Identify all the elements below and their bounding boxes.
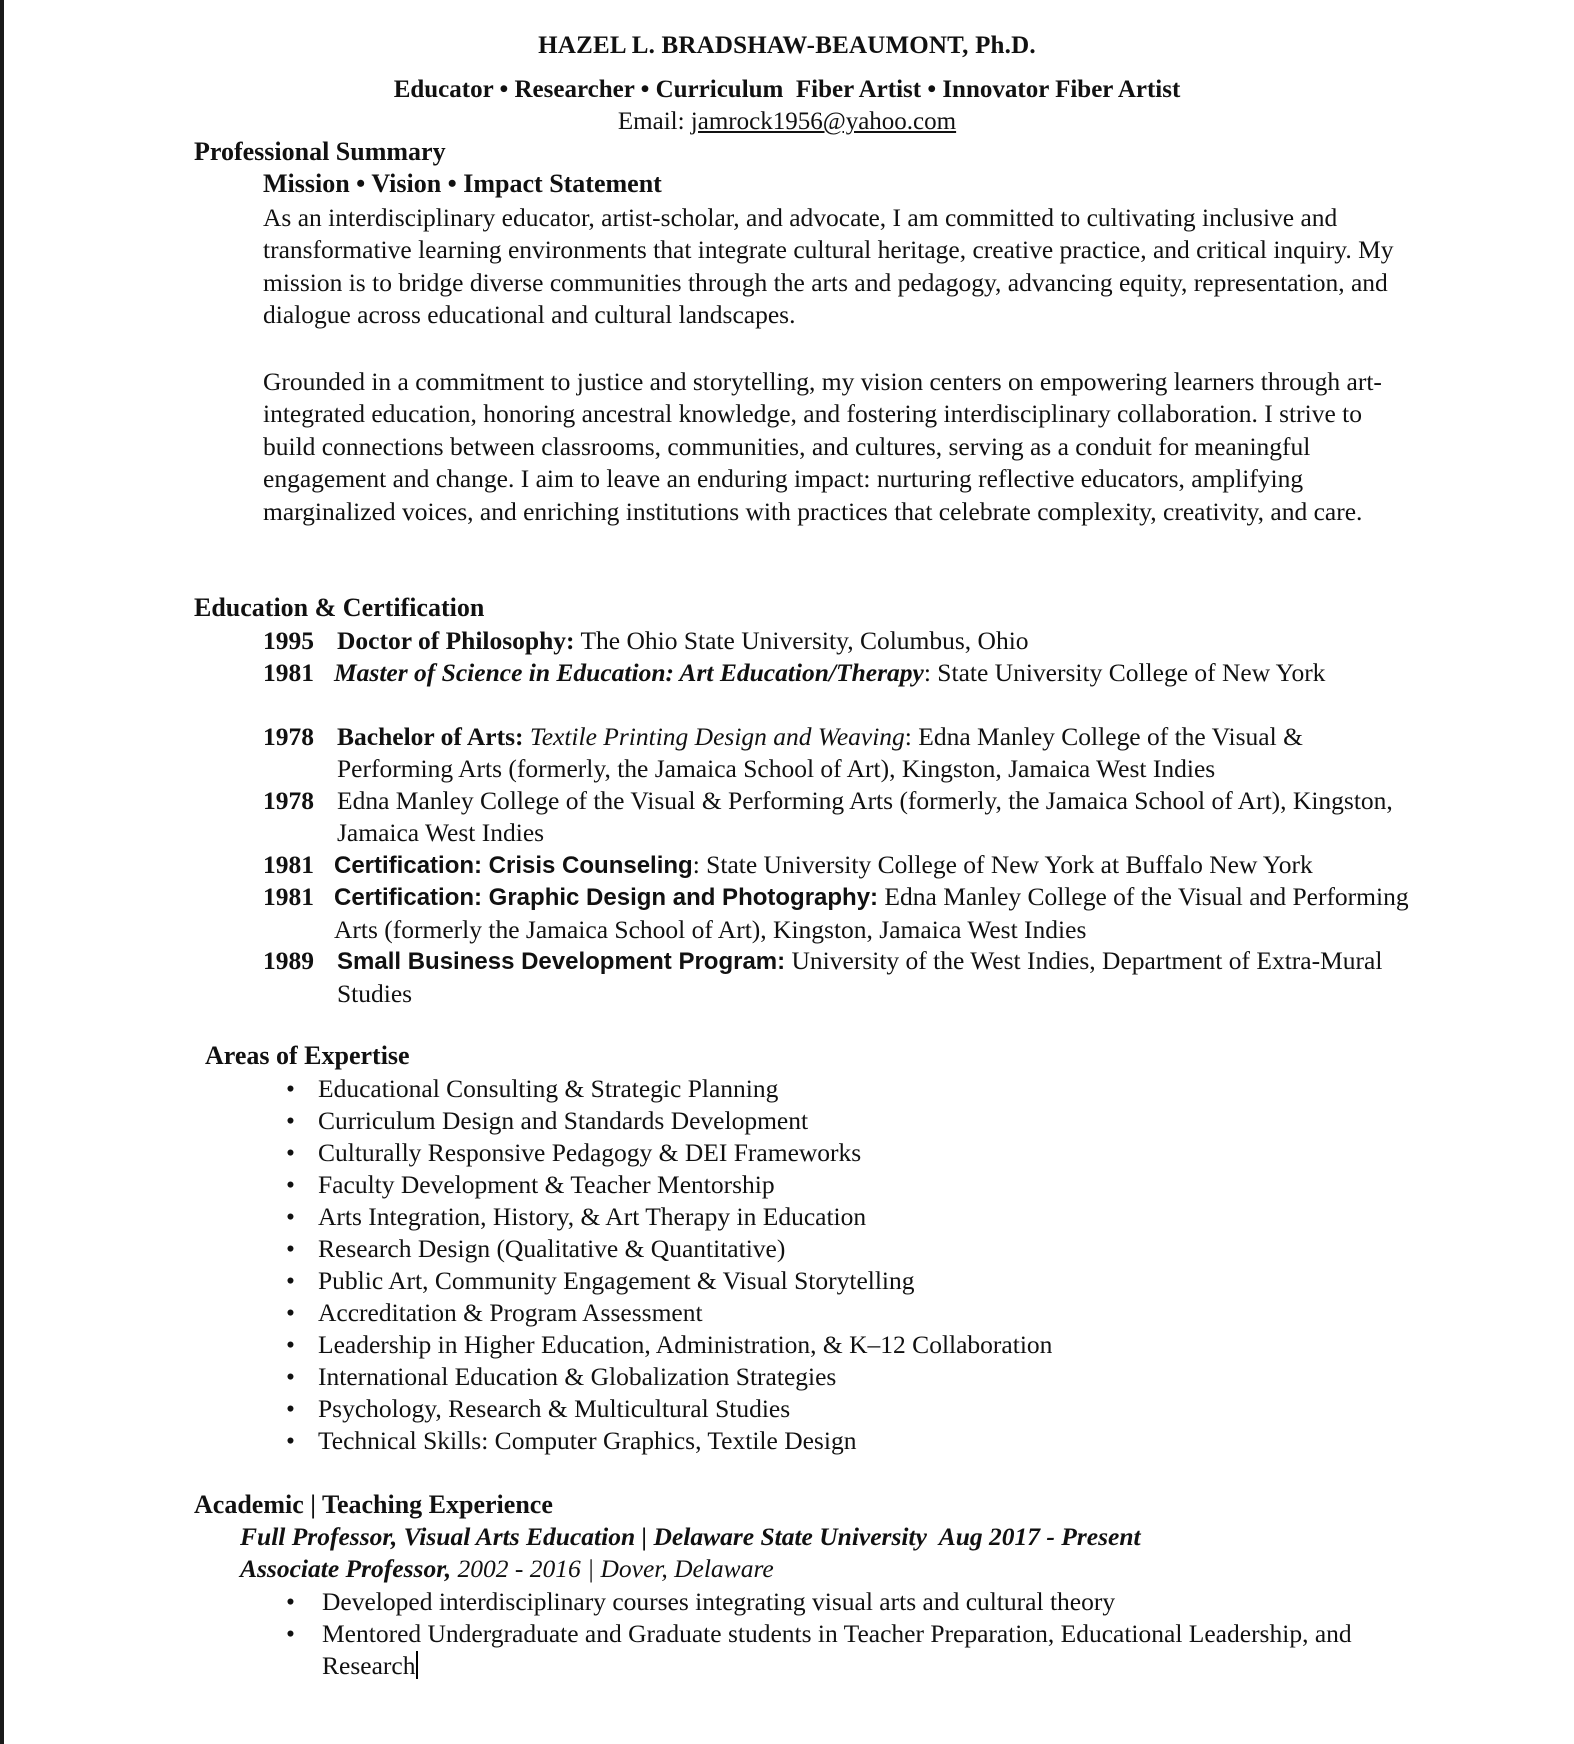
list-item: • Arts Integration, History, & Art Therapy in Education [282, 1201, 1052, 1233]
education-item [263, 625, 1423, 657]
education-item [263, 657, 1423, 689]
role-tagline: Educator • Researcher • Curriculum Fiber Artist • Innovator Fiber Artist [393, 76, 1181, 103]
section-title-summary: Professional Summary [194, 137, 446, 166]
education-degree: Certification: Graphic Design and Photography: [334, 884, 879, 911]
education-year: 1978 [263, 722, 314, 751]
email-line [0, 108, 1574, 136]
list-item: • International Education & Globalization Strategies [282, 1361, 1052, 1393]
education-year: 1981 [263, 882, 314, 911]
list-item: • Accreditation & Program Assessment [282, 1297, 1052, 1329]
education-detail: : Edna Manley College of the Visual & Performing Arts (formerly, the Jamaica School of Art), Kingston, Jamaica West Indies [337, 722, 1303, 783]
education-degree: Bachelor of Arts: [337, 722, 524, 751]
education-detail: University of the West Indies, Department of Extra-Mural Studies [337, 946, 1383, 1008]
education-detail: : State University College of New York at Buffalo New York [692, 850, 1313, 879]
education-detail: Edna Manley College of the Visual & Performing Arts (formerly, the Jamaica School of Art), Kingston, Jamaica West Indies [337, 786, 1393, 847]
education-item [263, 785, 1423, 849]
list-item: • Curriculum Design and Standards Development [282, 1105, 1052, 1137]
list-item: • Culturally Responsive Pedagogy & DEI Frameworks [282, 1137, 1052, 1169]
education-degree: Certification: Crisis Counseling [334, 852, 693, 879]
education-detail: The Ohio State University, Columbus, Ohio [574, 626, 1029, 655]
email-link[interactable]: jamrock1956@yahoo.com [690, 108, 957, 135]
list-item: • Developed interdisciplinary courses integrating visual arts and cultural theory [282, 1586, 1442, 1618]
list-item: • Technical Skills: Computer Graphics, Textile Design [282, 1425, 1052, 1457]
experience-bullets [282, 1586, 1442, 1682]
education-year: 1981 [263, 658, 314, 687]
section-title-education: Education & Certification [194, 593, 485, 622]
job-title-associate-professor [240, 1554, 774, 1584]
list-item-text: Mentored Undergraduate and Graduate students in Teacher Preparation, Educational Leadership, and Research [322, 1619, 1352, 1680]
list-item: • Psychology, Research & Multicultural Studies [282, 1393, 1052, 1425]
education-year: 1981 [263, 850, 314, 879]
summary-paragraph-1: As an interdisciplinary educator, artist-scholar, and advocate, I am committed to cultivating inclusive and transformative learning environments that integrate cultural heritage, creative practice, and critical inquiry. My mission is to bridge diverse communities through the arts and pedagogy, advancing equity, representation, and dialogue across educational and cultural landscapes. [263, 203, 1394, 330]
summary-paragraph-2: Grounded in a commitment to justice and storytelling, my vision centers on empowering learners through art-integrated education, honoring ancestral knowledge, and fostering interdisciplinary collaboration. I strive to build connections between classrooms, communities, and cultures, serving as a conduit for meaningful engagement and change. I aim to leave an enduring impact: nurturing reflective educators, amplifying marginalized voices, and enriching institutions with practices that celebrate complexity, creativity, and care. [263, 367, 1382, 526]
education-degree: Master of Science in Education: Art Education/Therapy [334, 658, 924, 687]
job-title: Associate Professor, [240, 1554, 452, 1583]
education-year: 1989 [263, 946, 314, 975]
list-item: • Research Design (Qualitative & Quantitative) [282, 1233, 1052, 1265]
education-degree: Doctor of Philosophy: [337, 626, 575, 655]
section-title-expertise: Areas of Expertise [205, 1041, 410, 1070]
education-item [263, 945, 1423, 1010]
list-item: • Faculty Development & Teacher Mentorship [282, 1169, 1052, 1201]
expertise-list [282, 1073, 1052, 1457]
subsection-title-mission: Mission • Vision • Impact Statement [263, 169, 662, 198]
job-title-full-professor: Full Professor, Visual Arts Education | Delaware State University Aug 2017 - Present [240, 1522, 1141, 1551]
education-field: Textile Printing Design and Weaving [529, 722, 905, 751]
list-item: • Public Art, Community Engagement & Visual Storytelling [282, 1265, 1052, 1297]
job-dates-location: 2002 - 2016 | Dover, Delaware [451, 1554, 774, 1583]
education-item [263, 881, 1423, 946]
list-item: • Leadership in Higher Education, Administration, & K–12 Collaboration [282, 1329, 1052, 1361]
list-item: • Educational Consulting & Strategic Planning [282, 1073, 1052, 1105]
section-title-experience: Academic | Teaching Experience [194, 1490, 553, 1519]
education-year: 1978 [263, 786, 314, 815]
education-item [263, 849, 1423, 882]
text-cursor [416, 1651, 418, 1679]
education-degree: Small Business Development Program: [337, 948, 786, 975]
document-title: HAZEL L. BRADSHAW-BEAUMONT, Ph.D. [538, 32, 1036, 59]
email-label: Email: [617, 108, 691, 135]
education-year: 1995 [263, 626, 314, 655]
education-detail: Edna Manley College of the Visual and Performing Arts (formerly the Jamaica School of Art), Kingston, Jamaica West Indies [334, 882, 1409, 944]
list-item [282, 1618, 1442, 1682]
education-item [263, 721, 1423, 785]
education-detail: : State University College of New York [923, 658, 1326, 687]
